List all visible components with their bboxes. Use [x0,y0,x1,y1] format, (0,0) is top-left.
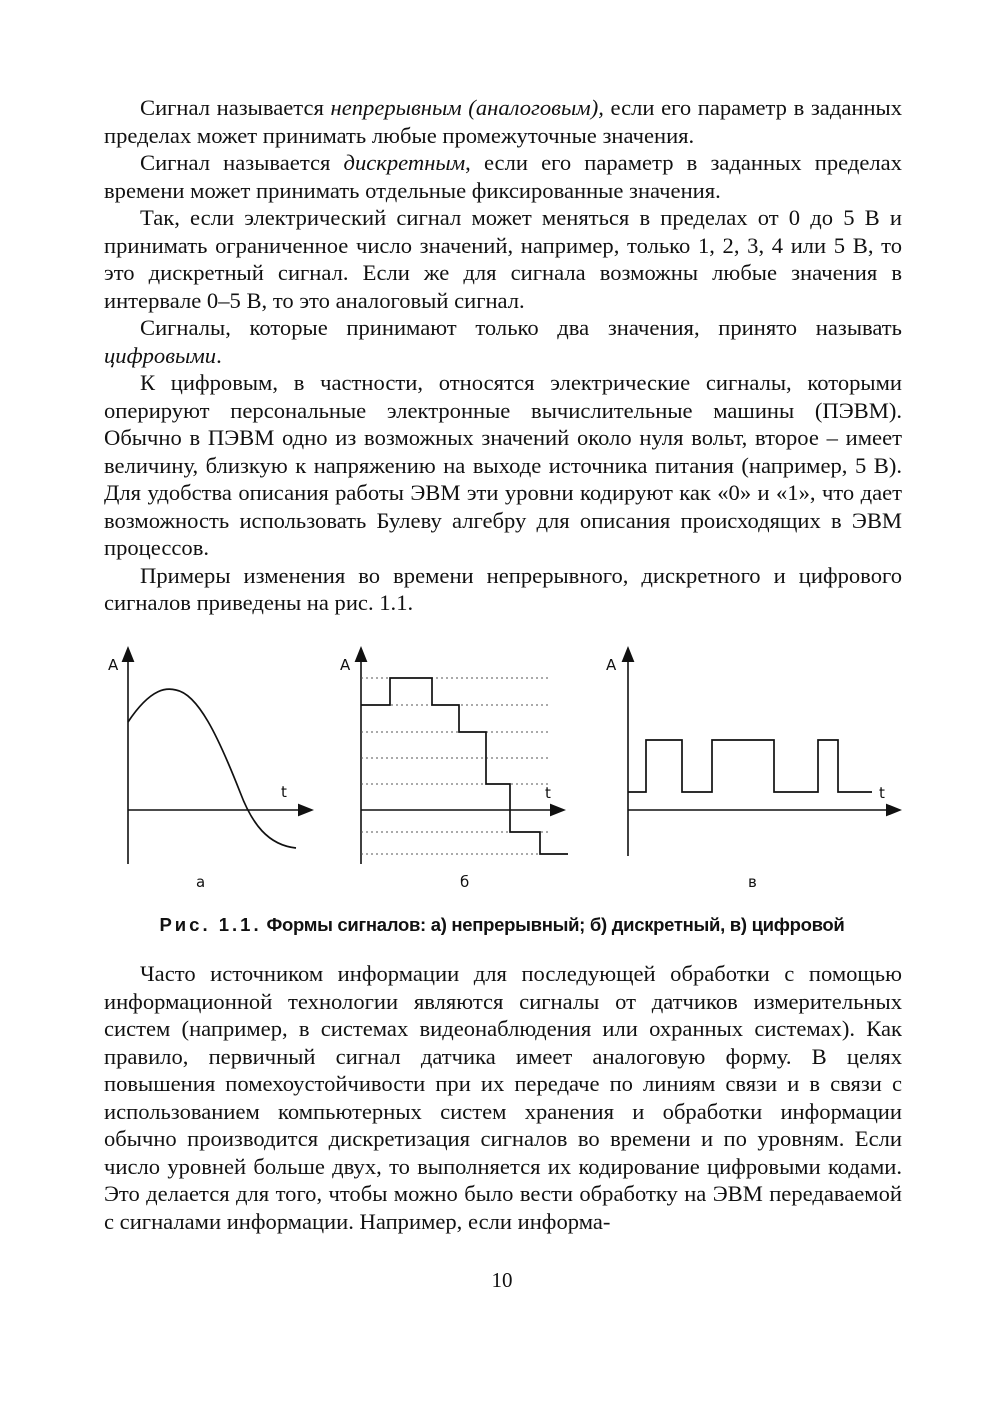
staircase-discrete [361,678,568,854]
panel-continuous [108,654,306,891]
axis-label-y-v: A [606,656,617,674]
axis-label-y-a: A [108,656,119,674]
caption-text: Формы сигналов: а) непрерывный; б) дискретный, в) цифровой [261,914,845,935]
axis-label-y-b: A [340,656,351,674]
paragraph-analog-definition: Сигнал называется непрерывным (аналоговым), если его параметр в заданных пределах может принимать любые промежуточные значения. [104,95,903,148]
paragraph-voltage-example: Так, если электрический сигнал может меняться в пределах от 0 до 5 В и принимать ограниченное число значений, например, только 1, 2, 3, 4 или 5 В, то это дискретный сигнал. Если же для сигнала возможны любые значения в интервале 0–5 В, то это аналоговый сигнал. [104,205,902,313]
body-text-top [104,94,902,617]
panel-digital [606,654,894,891]
axis-label-x-b: t [545,784,551,802]
panel-discrete [340,654,568,891]
sublabel-b: б [460,873,470,891]
page-number: 10 [491,1268,513,1292]
paragraph-pc-signals: К цифровым, в частности, относятся электрические сигналы, которыми оперируют персональные электронные вычислительные машины (ПЭВМ). Обычно в ПЭВМ одно из возможных значений около нуля вольт, второе – имеет величину, близкую к напряжению на выходе источника питания (например, 5 В). Для удобства описания работы ЭВМ эти уровни кодируют как «0» и «1», что дает возможность использовать Булеву алгебру для описания происходящих в ЭВМ процессов. [104,370,902,560]
body-text-bottom [104,960,902,1235]
pulse-digital [628,740,872,792]
figure-caption [0,914,1004,936]
paragraph-sensor-signals: Часто источником информации для последующей обработки с помощью информационной технологии являются сигналы от датчиков измерительных систем (например, в системах видеонаблюдения или охранных системах). Как правило, первичный сигнал датчика имеет аналоговую форму. В целях повышения помехоустойчивости при их передаче по линиям связи и в связи с использованием компьютерных систем хранения и обработки информации обычно производится дискретизация сигналов во времени и по уровням. Если число уровней больше двух, то выполняется их кодирование цифровыми кодами. Это делается для того, чтобы можно было вести обработку на ЭВМ передаваемой с сигналами информации. Например, если информа- [104,961,902,1234]
sublabel-a: а [196,873,206,891]
paragraph-figure-reference: Примеры изменения во времени непрерывного, дискретного и цифрового сигналов приведены на рис. 1.1. [104,562,902,615]
caption-label: Рис. 1.1. [159,914,262,935]
curve-analog [128,689,296,848]
paragraph-digital-definition: Сигналы, которые принимают только два значения, принято называть цифровыми. [104,315,902,368]
axis-label-x-a: t [281,783,287,801]
figure-signal-forms [100,640,920,900]
sublabel-v: в [748,873,757,891]
axis-label-x-v: t [879,784,885,802]
paragraph-discrete-definition: Сигнал называется дискретным, если его параметр в заданных пределах времени может принимать отдельные фиксированные значения. [104,150,902,203]
